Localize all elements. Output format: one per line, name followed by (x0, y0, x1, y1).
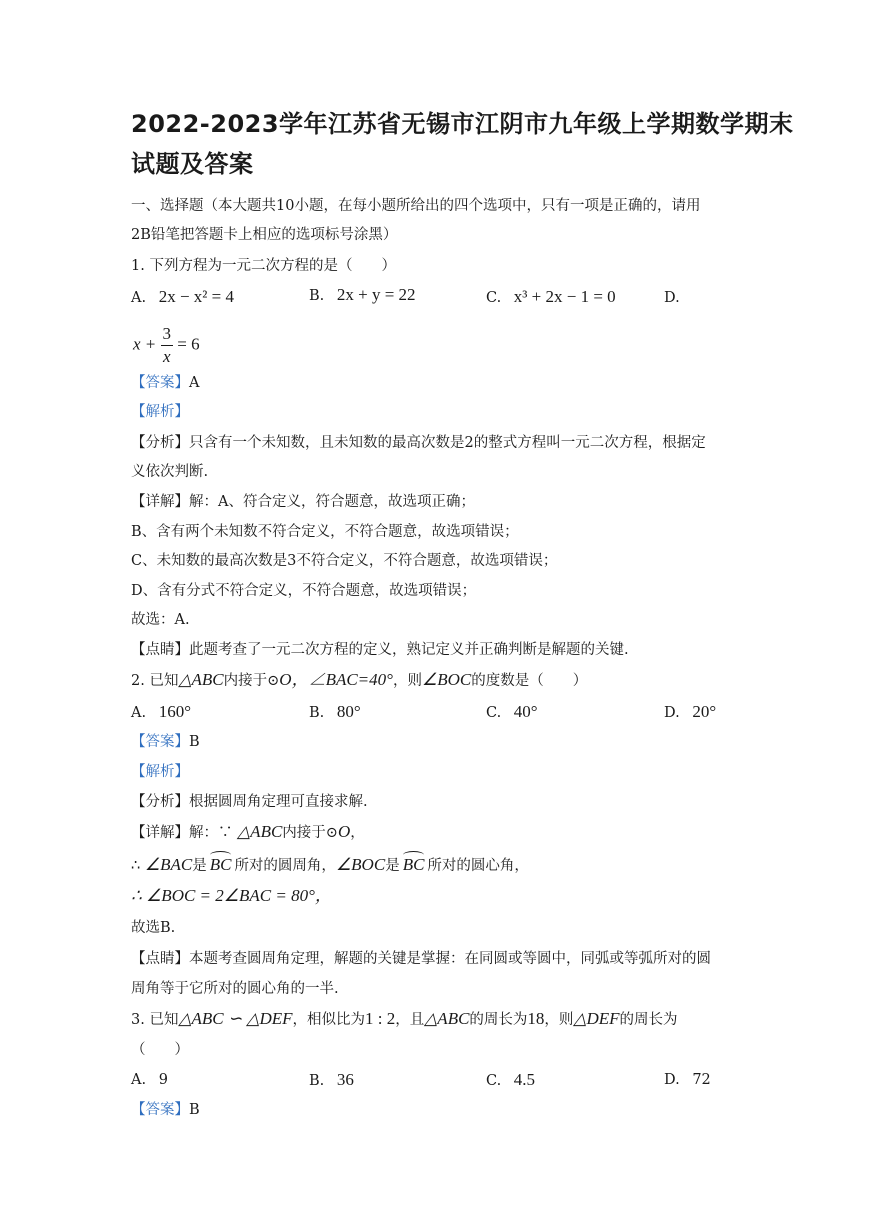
q3-option-b-label: B. (309, 1073, 325, 1089)
q2-detail-tag: 【详解】 (131, 825, 189, 841)
q3-option-a-value: 9 (158, 1072, 168, 1088)
q3-option-d-label: D. (664, 1072, 680, 1088)
q2-detail-circle-o: O (337, 822, 351, 841)
q2-option-d-value: 20° (692, 702, 717, 721)
q1-option-d-fraction (161, 323, 174, 368)
q1-option-d-numerator: 3 (161, 323, 174, 346)
q2-detail-line-2 (131, 855, 529, 876)
q1-option-d-denominator: x (163, 347, 171, 366)
q1-option-b-label: B. (309, 288, 325, 304)
q1-option-a (131, 287, 234, 308)
q3-option-a-label: A. (131, 1072, 147, 1088)
q2-detail-line-1 (131, 822, 365, 843)
doc-title-line-1: 2022-2023学年江苏省无锡市江阴市九年级上学期数学期末 (131, 110, 794, 138)
q1-option-a-formula: 2x − x² = 4 (158, 287, 234, 306)
q3-stem (131, 1009, 678, 1030)
q3-stem-end: 的周长为 (619, 1012, 678, 1028)
q2-option-d-label: D. (664, 705, 680, 721)
q1-dianjing-text: 此题考查了一元二次方程的定义，熟记定义并正确判断是解题的关键. (189, 642, 629, 658)
q3-stem-paren: （ ） (131, 1042, 189, 1058)
q3-option-c-value: 4.5 (513, 1070, 536, 1089)
q2-l2-arc-bc-2: BC (402, 855, 425, 874)
q1-analysis-tag: 【解析】 (131, 404, 189, 420)
q2-analysis-tag: 【解析】 (131, 764, 189, 780)
q2-option-c (486, 702, 538, 723)
q2-stem-angle: ，∠BAC=40° (291, 670, 393, 689)
q2-l2-is-2: 是 (385, 858, 400, 874)
q2-answer (131, 732, 200, 752)
q3-stem-and: ，且 (395, 1012, 425, 1028)
q2-stem-angle-boc: ∠BOC (421, 670, 472, 689)
q2-dianjing-line-1 (131, 949, 711, 969)
q1-detail-line-5: 故选：A. (131, 612, 190, 628)
q2-detail-inscribed: 内接于⊙ (282, 825, 338, 841)
q3-option-c-label: C. (486, 1073, 502, 1089)
q1-option-d-right: = 6 (173, 334, 200, 354)
q1-stem: 1. 下列方程为一元二次方程的是（ ） (131, 258, 396, 274)
q2-l2-arc-bc: BC (209, 855, 232, 874)
q2-option-a-value: 160° (158, 702, 192, 721)
q3-stem-similar: △ABC ∽ △DEF (178, 1009, 293, 1028)
q1-option-d-label: D. (664, 290, 680, 306)
q2-detail-comma: ， (350, 825, 365, 841)
q3-answer-tag: 【答案】 (131, 1102, 189, 1118)
q2-dianjing-text-1: 本题考查圆周角定理，解题的关键是掌握：在同圆或等圆中，同弧或等弧所对的圆 (189, 951, 711, 967)
q2-stem-end: 的度数是（ ） (471, 673, 588, 689)
q3-stem-then: ，则 (544, 1012, 574, 1028)
q2-option-b (309, 702, 361, 723)
q3-stem-prefix: 3. 已知 (131, 1012, 179, 1028)
q2-option-a-label: A. (131, 705, 147, 721)
q1-dianjing-tag: 【点睛】 (131, 642, 189, 658)
q2-option-c-label: C. (486, 705, 502, 721)
q3-option-b-value: 36 (336, 1070, 354, 1089)
q1-detail-line-2: B、含有两个未知数不符合定义，不符合题意，故选项错误； (131, 524, 519, 540)
q2-option-b-label: B. (309, 705, 325, 721)
q1-fenxi-line-2: 义依次判断. (131, 464, 209, 480)
q2-l2-therefore: ∴ (131, 858, 145, 874)
q1-fenxi-line-1 (131, 433, 706, 453)
q1-answer-value: A (189, 375, 200, 391)
q1-option-b (309, 285, 416, 306)
q3-option-d-value: 72 (692, 1072, 711, 1088)
q1-answer-tag: 【答案】 (131, 375, 189, 391)
q2-l2-inscribed-angle: 所对的圆周角， (234, 858, 336, 874)
q3-option-d (664, 1070, 711, 1090)
q1-detail-tag: 【详解】 (131, 494, 189, 510)
q2-l2-angle-bac: ∠BAC (144, 855, 193, 874)
q2-l2-is: 是 (192, 858, 207, 874)
q3-answer (131, 1100, 200, 1120)
q1-option-c (486, 287, 616, 308)
q2-fenxi (131, 792, 368, 812)
q1-fenxi-tag: 【分析】 (131, 435, 189, 451)
q2-l2-angle-boc: ∠BOC (335, 855, 386, 874)
q2-option-d (664, 702, 716, 723)
q2-answer-value: B (189, 734, 200, 750)
q1-detail-text-1: 解：A、符合定义，符合题意，故选项正确； (189, 494, 475, 510)
q1-detail-line-4: D、含有分式不符合定义，不符合题意，故选项错误； (131, 583, 477, 599)
q1-answer (131, 373, 199, 393)
q2-detail-line-3: ∴ ∠BOC = 2∠BAC = 80°， (131, 886, 332, 905)
q2-detail-because: 解：∵ (189, 825, 238, 841)
q3-stem-triangle-abc: △ABC (424, 1009, 470, 1028)
q3-answer-value: B (189, 1102, 200, 1118)
q1-option-d-formula (133, 323, 200, 368)
q3-stem-triangle-def: △DEF (573, 1009, 620, 1028)
q2-option-c-value: 40° (513, 702, 538, 721)
q2-l2-central-angle: 所对的圆心角， (427, 858, 529, 874)
q2-stem (131, 670, 587, 691)
q2-stem-prefix: 2. 已知 (131, 673, 179, 689)
q3-option-c (486, 1070, 535, 1091)
section-heading-line-2: 2B铅笔把答题卡上相应的选项标号涂黑） (131, 227, 398, 243)
section-heading-line-1: 一、选择题（本大题共10小题，在每小题所给出的四个选项中，只有一项是正确的，请用 (131, 198, 701, 214)
q3-stem-ratio: 1 : 2 (365, 1009, 396, 1028)
q2-stem-triangle: △ABC (178, 670, 224, 689)
q1-dianjing (131, 640, 629, 660)
doc-title-line-2: 试题及答案 (131, 150, 254, 178)
q2-dianjing-line-2: 周角等于它所对的圆心角的一半. (131, 981, 339, 997)
q2-fenxi-tag: 【分析】 (131, 794, 189, 810)
q1-option-c-label: C. (486, 290, 502, 306)
q3-option-b (309, 1070, 354, 1091)
q2-fenxi-text: 根据圆周角定理可直接求解. (189, 794, 368, 810)
q2-option-b-value: 80° (336, 702, 361, 721)
q1-option-b-formula: 2x + y = 22 (336, 285, 416, 304)
q1-detail-line-3: C、未知数的最高次数是3不符合定义，不符合题意，故选项错误； (131, 553, 558, 569)
q2-dianjing-tag: 【点睛】 (131, 951, 189, 967)
q3-stem-value-18: 18 (527, 1009, 545, 1028)
q1-option-d-left: x + (133, 334, 161, 354)
q2-answer-tag: 【答案】 (131, 734, 189, 750)
q2-option-a (131, 702, 191, 723)
q1-option-c-formula: x³ + 2x − 1 = 0 (513, 287, 616, 306)
q1-fenxi-text-1: 只含有一个未知数，且未知数的最高次数是2的整式方程叫一元二次方程，根据定 (189, 435, 706, 451)
q2-stem-then: ，则 (392, 673, 422, 689)
q3-option-a (131, 1070, 168, 1090)
q2-stem-inscribed: 内接于⊙ (223, 673, 280, 689)
q2-detail-line-4: 故选B. (131, 920, 176, 936)
q1-detail-line-1 (131, 492, 475, 512)
q1-option-a-label: A. (131, 290, 147, 306)
q3-stem-ratio-text: ，相似比为 (292, 1012, 365, 1028)
q3-stem-perimeter: 的周长为 (469, 1012, 528, 1028)
q2-detail-triangle: △ABC (237, 822, 283, 841)
q2-stem-circle-o: O (279, 670, 292, 689)
